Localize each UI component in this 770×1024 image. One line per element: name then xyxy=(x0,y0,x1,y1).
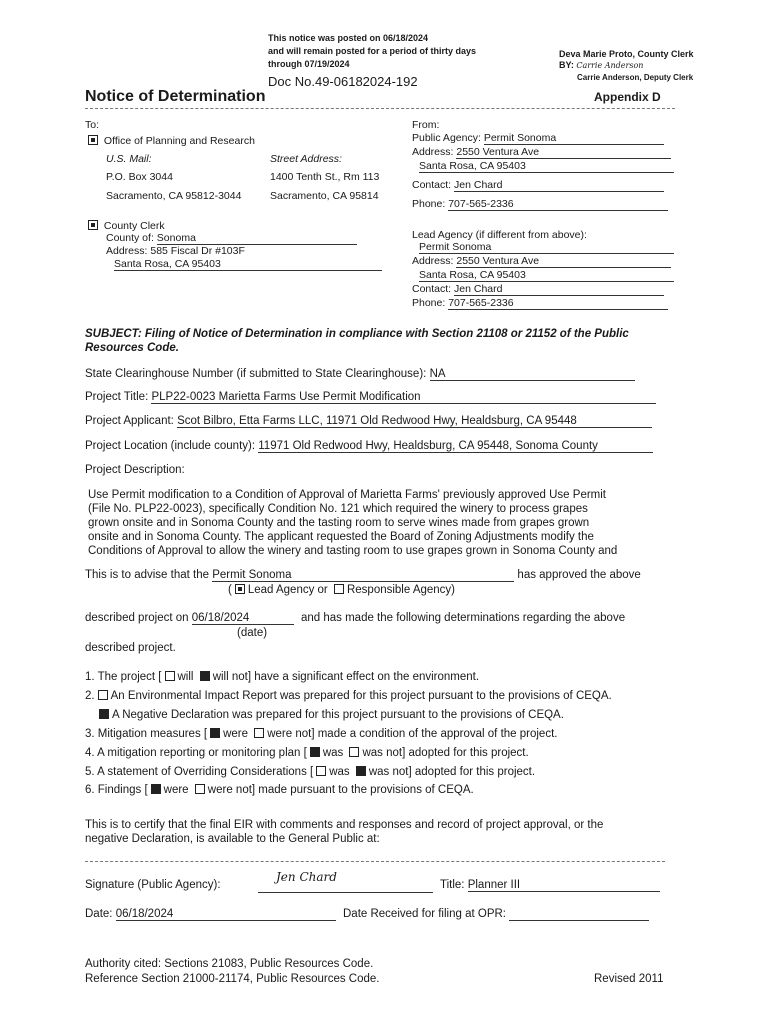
described-end: described project. xyxy=(85,642,176,654)
mitigation-were-not-checkbox[interactable] xyxy=(254,728,264,738)
will-not-label: will not] have a significant effect on the environment. xyxy=(212,671,480,683)
described-post: and has made the following determinations regarding the above xyxy=(300,612,626,624)
signature-date: 06/18/2024 xyxy=(116,908,336,921)
clerk-by xyxy=(559,60,643,70)
overriding-was-not-label: was not] adopted for this project. xyxy=(368,766,536,778)
mail-line-2: Sacramento, CA 95812-3044 xyxy=(106,190,242,202)
lead-contact-row xyxy=(412,283,664,296)
negative-declaration-label: A Negative Declaration was prepared for this project pursuant to the provisions of CEQA. xyxy=(112,709,564,721)
description-line: grown onsite and in Sonoma County and the tasting room to serve wines made from grapes grown xyxy=(88,517,590,529)
advise-post: has approved the above xyxy=(517,569,641,581)
from-contact-row xyxy=(412,179,664,192)
monitoring-was-label: was xyxy=(322,747,344,759)
footer-revised: Revised 2011 xyxy=(594,973,664,985)
eir-label: An Environmental Impact Report was prepared for this project pursuant to the provisions of CEQA. xyxy=(110,690,612,702)
determination-6 xyxy=(85,784,474,796)
description-line: (File No. PLP22-0023), specifically Condition No. 121 which required the winery to process grapes xyxy=(88,503,588,515)
project-location-label: Project Location (include county): xyxy=(85,440,256,452)
from-agency-label: Public Agency: xyxy=(412,132,481,144)
date-row xyxy=(85,908,336,921)
county-clerk-checkbox[interactable] xyxy=(88,220,98,230)
posting-line-3: through 07/19/2024 xyxy=(268,59,350,69)
described-pre: described project on xyxy=(85,612,189,624)
to-label: To: xyxy=(85,119,100,131)
title-row xyxy=(440,879,660,892)
sch-label: State Clearinghouse Number (if submitted to State Clearinghouse): xyxy=(85,368,427,380)
overriding-was-checkbox[interactable] xyxy=(316,766,326,776)
eir-checkbox[interactable] xyxy=(98,690,108,700)
signer-title: Planner III xyxy=(468,879,660,892)
lead-contact-value: Jen Chard xyxy=(454,283,664,296)
from-address-line-1: 2550 Ventura Ave xyxy=(456,146,671,159)
signature-line xyxy=(258,892,433,893)
from-agency-value: Permit Sonoma xyxy=(484,132,664,145)
certify-line: This is to certify that the final EIR with comments and responses and record of project approval, or the xyxy=(85,819,604,831)
project-title-value: PLP22-0023 Marietta Farms Use Permit Modification xyxy=(151,391,656,404)
lead-phone-label: Phone: xyxy=(412,297,446,309)
county-address-line-1: 585 Fiscal Dr #103F xyxy=(150,245,245,257)
opr-checkbox[interactable] xyxy=(88,135,98,145)
determination-4-prefix: 4. A mitigation reporting or monitoring plan [ xyxy=(85,747,307,759)
description-line: Use Permit modification to a Condition of Approval of Marietta Farms' previously approved Use Permit xyxy=(88,489,606,501)
advise-row xyxy=(85,569,641,582)
lead-address-label: Address: xyxy=(412,255,454,267)
monitoring-was-not-checkbox[interactable] xyxy=(349,747,359,757)
county-of-label: County of: xyxy=(106,232,154,244)
mitigation-were-checkbox[interactable] xyxy=(210,728,220,738)
responsible-agency-option: Responsible Agency) xyxy=(346,584,456,596)
advise-pre: This is to advise that the xyxy=(85,569,210,581)
lead-agency-label: Lead Agency (if different from above): xyxy=(412,229,587,241)
project-description-label: Project Description: xyxy=(85,464,185,476)
monitoring-was-checkbox[interactable] xyxy=(310,747,320,757)
posting-line-2: and will remain posted for a period of thirty days xyxy=(268,46,477,56)
opr-name: Office of Planning and Research xyxy=(103,135,255,147)
findings-were-checkbox[interactable] xyxy=(151,784,161,794)
public-location-line xyxy=(85,861,665,862)
lead-address-line-2: Santa Rosa, CA 95403 xyxy=(419,269,674,282)
project-title-label: Project Title: xyxy=(85,391,149,403)
county-clerk-label: County Clerk xyxy=(103,220,165,232)
opr-received-label: Date Received for filing at OPR: xyxy=(343,908,506,920)
mitigation-were-not-label: were not] made a condition of the approval of the project. xyxy=(267,728,558,740)
deputy-clerk: Carrie Anderson, Deputy Clerk xyxy=(577,73,694,82)
determination-2-number: 2. xyxy=(85,690,95,702)
findings-were-not-label: were not] made pursuant to the provisions of CEQA. xyxy=(207,784,474,796)
from-agency-row xyxy=(412,132,664,145)
title-divider xyxy=(85,108,675,109)
lead-address-row xyxy=(412,255,671,268)
will-not-checkbox[interactable] xyxy=(200,671,210,681)
clerk-by-label: BY: xyxy=(559,60,574,70)
lead-agency-option: Lead Agency or xyxy=(247,584,328,596)
project-applicant-row xyxy=(85,415,652,428)
determination-2 xyxy=(85,690,612,702)
lead-agency-value: Permit Sonoma xyxy=(419,241,674,254)
determination-5 xyxy=(85,766,535,778)
determination-3-prefix: 3. Mitigation measures [ xyxy=(85,728,208,740)
mitigation-were-label: were xyxy=(223,728,249,740)
project-location-row xyxy=(85,440,653,453)
signature-image: Jen Chard xyxy=(276,870,337,884)
street-label: Street Address: xyxy=(270,153,342,165)
sch-value: NA xyxy=(430,368,635,381)
determination-2b xyxy=(96,709,564,721)
certify-line: negative Declaration, is available to the General Public at: xyxy=(85,833,380,845)
footer-reference: Reference Section 21000-21174, Public Resources Code. xyxy=(85,973,380,985)
street-line-2: Sacramento, CA 95814 xyxy=(270,190,379,202)
determination-1-prefix: 1. The project [ xyxy=(85,671,162,683)
certify-text xyxy=(85,818,685,846)
from-phone-value: 707-565-2336 xyxy=(448,198,668,211)
clerk-by-signature: Carrie Anderson xyxy=(576,61,644,70)
lead-phone-row xyxy=(412,297,668,310)
determination-4 xyxy=(85,747,529,759)
monitoring-was-not-label: was not] adopted for this project. xyxy=(362,747,529,759)
negative-declaration-checkbox[interactable] xyxy=(99,709,109,719)
county-of-row xyxy=(106,232,357,245)
described-row xyxy=(85,612,625,625)
agency-type-row: ( Lead Agency or Responsible Agency) xyxy=(228,584,456,596)
from-phone-label: Phone: xyxy=(412,198,446,210)
mail-label: U.S. Mail: xyxy=(106,153,152,165)
county-address-line-2: Santa Rosa, CA 95403 xyxy=(114,258,382,271)
project-applicant-value: Scot Bilbro, Etta Farms LLC, 11971 Old Redwood Hwy, Healdsburg, CA 95448 xyxy=(177,415,652,428)
from-phone-row xyxy=(412,198,668,211)
county-address-label: Address: xyxy=(106,245,148,257)
signature-label: Signature (Public Agency): xyxy=(85,879,221,891)
findings-were-not-checkbox[interactable] xyxy=(195,784,205,794)
county-clerk-row xyxy=(85,220,165,232)
doc-number: Doc No.49-06182024-192 xyxy=(268,74,418,89)
from-contact-value: Jen Chard xyxy=(454,179,664,192)
project-description xyxy=(88,488,688,558)
advise-agency: Permit Sonoma xyxy=(212,569,514,582)
lead-address-line-1: 2550 Ventura Ave xyxy=(456,255,671,268)
signer-title-label: Title: xyxy=(440,879,465,891)
will-checkbox[interactable] xyxy=(165,671,175,681)
project-applicant-label: Project Applicant: xyxy=(85,415,174,427)
county-address-row xyxy=(106,245,245,257)
findings-were-label: were xyxy=(163,784,189,796)
lead-agency-checkbox[interactable] xyxy=(235,584,245,594)
county-of-value: Sonoma xyxy=(157,232,357,245)
approval-date: 06/18/2024 xyxy=(192,612,294,625)
opr-row xyxy=(85,135,255,147)
sch-row xyxy=(85,368,635,381)
determination-6-prefix: 6. Findings [ xyxy=(85,784,148,796)
from-contact-label: Contact: xyxy=(412,179,452,191)
project-location-value: 11971 Old Redwood Hwy, Healdsburg, CA 95448, Sonoma County xyxy=(258,440,653,453)
from-address-label: Address: xyxy=(412,146,454,158)
date-caption: (date) xyxy=(237,627,268,639)
determination-3 xyxy=(85,728,557,740)
footer-authority: Authority cited: Sections 21083, Public Resources Code. xyxy=(85,958,374,970)
clerk-name: Deva Marie Proto, County Clerk xyxy=(559,49,694,59)
responsible-agency-checkbox[interactable] xyxy=(334,584,344,594)
street-line-1: 1400 Tenth St., Rm 113 xyxy=(270,171,380,183)
determination-1 xyxy=(85,671,479,683)
lead-phone-value: 707-565-2336 xyxy=(448,297,668,310)
lead-contact-label: Contact: xyxy=(412,283,452,295)
page-title: Notice of Determination xyxy=(85,88,266,105)
from-address-line-2: Santa Rosa, CA 95403 xyxy=(419,160,674,173)
project-title-row xyxy=(85,391,656,404)
opr-received-row xyxy=(343,908,649,921)
from-label: From: xyxy=(412,119,440,131)
overriding-was-not-checkbox[interactable] xyxy=(356,766,366,776)
posting-line-1: This notice was posted on 06/18/2024 xyxy=(268,33,429,43)
description-line: onsite and in Sonoma County. The applicant requested the Board of Zoning Adjustments modify the xyxy=(88,531,594,543)
determination-5-prefix: 5. A statement of Overriding Considerations [ xyxy=(85,766,314,778)
will-label: will xyxy=(177,671,194,683)
appendix-label: Appendix D xyxy=(594,90,661,104)
from-address-row xyxy=(412,146,671,159)
signature-date-label: Date: xyxy=(85,908,113,920)
description-line: Conditions of Approval to allow the winery and tasting room to use grapes grown in Sonoma County and xyxy=(88,545,618,557)
overriding-was-label: was xyxy=(329,766,350,778)
subject: SUBJECT: Filing of Notice of Determination in compliance with Section 21108 or 21152 of the Public Resources Code. xyxy=(85,328,629,354)
mail-line-1: P.O. Box 3044 xyxy=(106,171,173,183)
